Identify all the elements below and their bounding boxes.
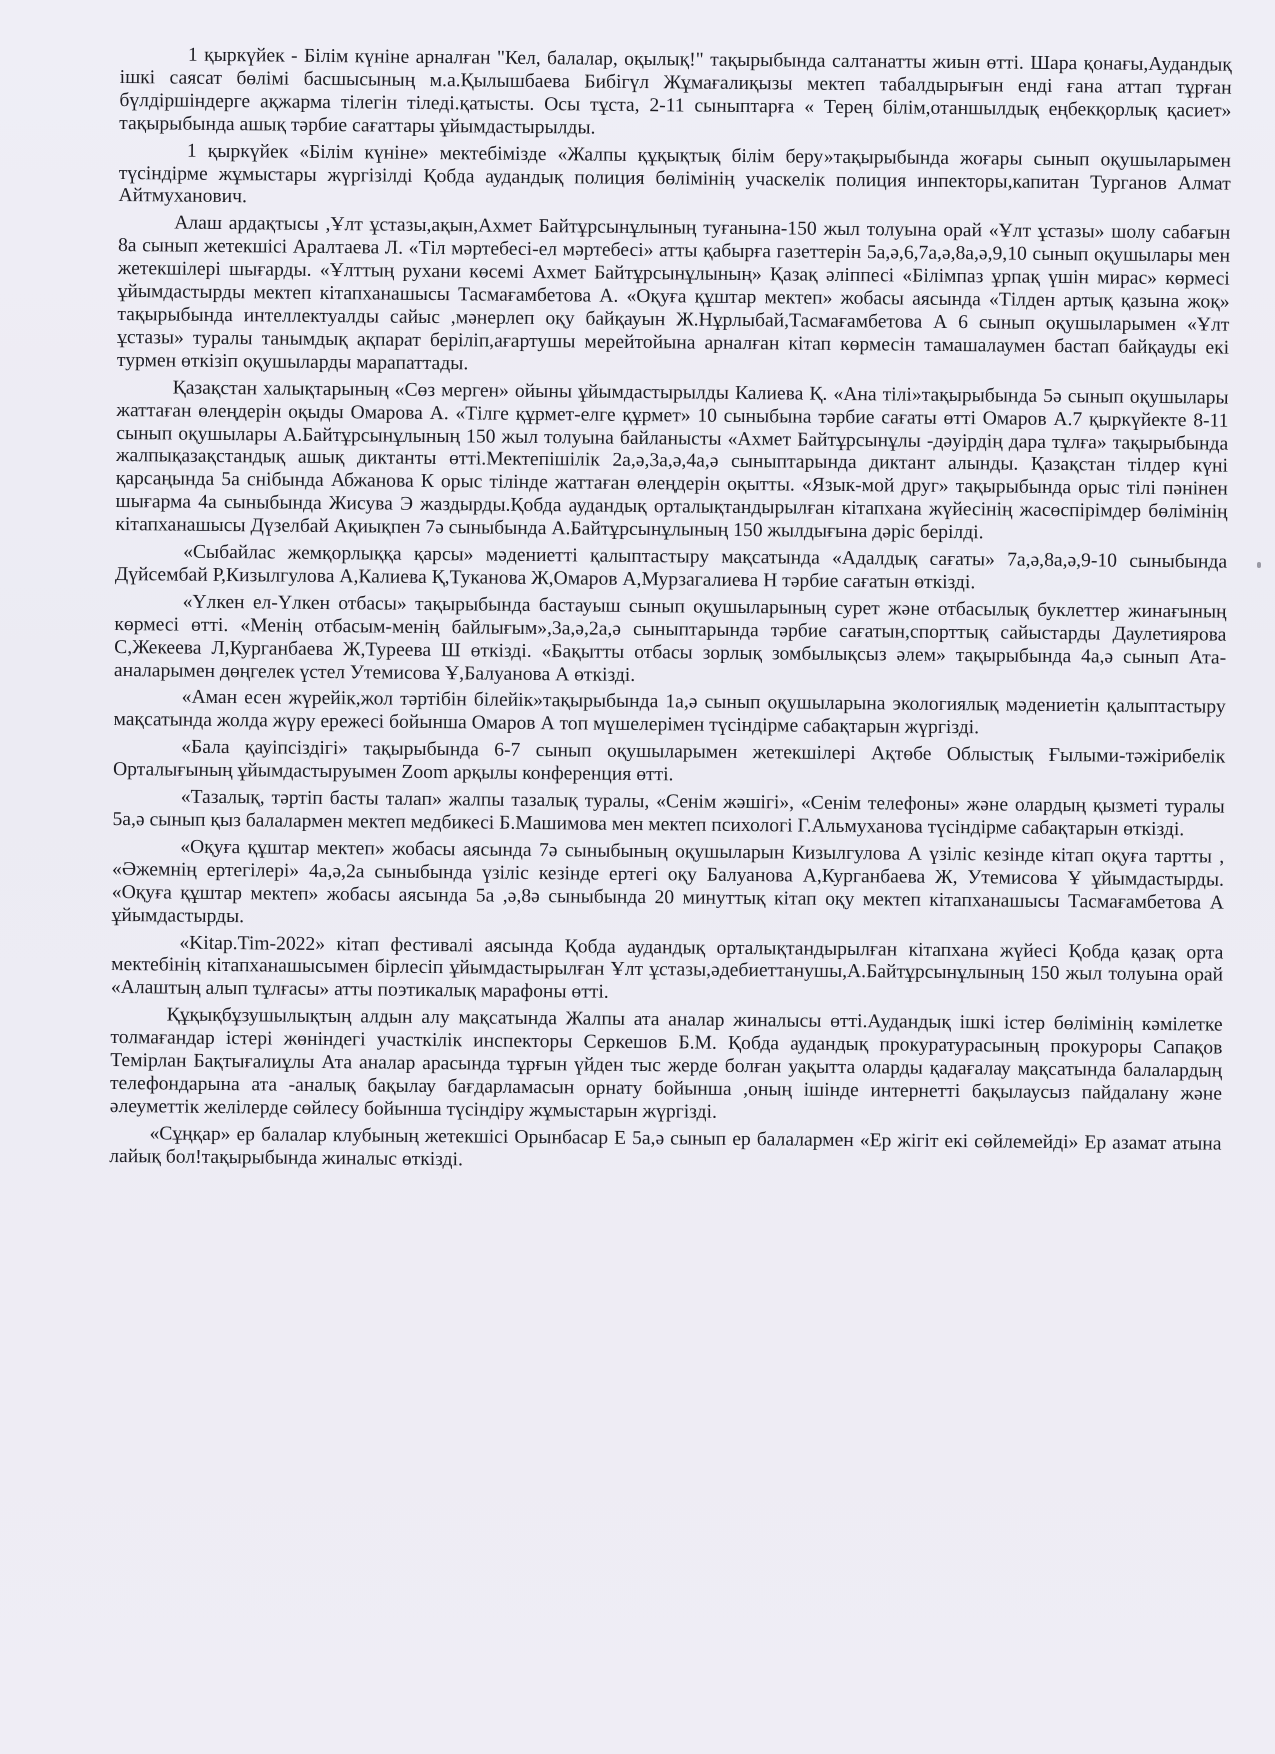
- paragraph-language-events: Қазақстан халықтарының «Сөз мерген» ойыны ұйымдастырылды Калиева Қ. «Ана тілі»тақырыбында 5ә сынып оқушылары жаттаған өлеңдерін оқыды Омарова А. «Тілге құрмет-елге құрмет» 10 сыныбына тәрбие сағаты өтті Омаров А.7 қыркүйекте 8-11 сынып оқушылары А.Байтұрсынұлының 150 жыл толуына байланысты «Ахмет Байтұрсынұлы -дәуірдің дара тұлға» тақырыбында жалпықазақстандық ашық диктанты өтті.Мектепішілік 2а,ә,3а,ә,4а,ә сыныптарында диктант алынды. Қазақстан тілдер күні қарсаңында 5а снiбында Абжанова К орыс тілінде жаттаған өлеңдерін оқытты. «Язык-мой друг» тақырыбында орыс тілі пәнінен шығарма 4а сыныбында Жисува Э жаздырды.Қобда аудандық орталықтандырылған кітапхана жүйесінің жасөспірімдер бөлімінің кітапханашысы Дүзелбай Ақиықпен 7ә сыныбында А.Байтұрсынұлының 150 жылдығына дәріс берілді.: [115, 377, 1229, 544]
- paragraph-book-festival: «Kitap.Tim-2022» кітап фестивалі аясында Қобда аудандық орталықтандырылған кітапхана жүйесі Қобда қазақ орта мектебінің кітапханашысымен бірлесіп ұйымдастырылған Ұлт ұстазы,әдебиеттанушы,А.Байтұрсынұлының 150 жыл толуына орай «Алаштың алып тұлғасы» атты поэтикалық марафоны өтті.: [110, 932, 1224, 1004]
- paragraph-child-safety-zoom: «Бала қауіпсіздігі» тақырыбында 6-7 сынып оқушыларымен жетекшілері Ақтөбе Облыстық Ғылыми-тәжірибелік Орталығының ұйымдастыруымен Zoom арқылы конференция өтті.: [112, 736, 1226, 786]
- paragraph-parents-meeting: Құқықбұзушылықтың алдын алу мақсатында Жалпы ата аналар жиналысы өтті.Аудандық ішкі істер бөлімінің кәмілетке толмағандар істері жөніндегі участкілік инспекторы Серкешов Б.М. Қобда аудандық прокуратурасының прокуроры Сапақов Темірлан Бақтығалиұлы Ата аналар арасында тұрғын үйден тыс жерде болған уақытта оларды қадағалау мақсатында балалардың телефондарына ата -аналық бақылау бағдарламасын орнату бойынша ,оның ішінде интернетті бақылаусыз пайдалану және әлеуметтік желілерде сөйлесу бойынша түсіндіру жұмыстарын жүргізді.: [109, 1004, 1223, 1123]
- scan-speck: [1257, 562, 1261, 568]
- paragraph-sunkar-club: «Сұңқар» ер балалар клубының жетекшісі Орынбасар Е 5а,ә сынып ер балалармен «Ер жігіт екі сөйлемейді» Ер азамат атына лайық бол!тақырыбында жиналыс өткізді.: [109, 1123, 1222, 1171]
- paragraph-reading-project: «Оқуға құштар мектеп» жобасы аясында 7ә сыныбының оқушыларын Кизылгулова А үзіліс кезінде кітап оқуға тартты , «Әжемнің ертегілері» 4а,ә,2а сыныбында үзіліс кезінде ертегі оқу Балуанова А,Курганбаева Ж, Утемисова Ұ ұйымдастырды. «Оқуға құштар мектеп» жобасы аясында 5а ,ә,8ә сыныбында 20 минуттық кітап оқу мектеп кітапханашысы Тасмағамбетова А ұйымдастырды.: [111, 836, 1225, 927]
- paragraph-knowledge-day-ceremony: 1 қыркүйек - Білім күніне арналған "Кел, балалар, оқылық!" тақырыбында салтанатты жиын өтті. Шара қонағы,Аудандық ішкі саясат бөлімі басшысының м.а.Қылышбаева Бибігүл Жұмағалиқызы мектеп табалдырығын енді ғана аттап тұрған бүлдіршіндерге ақжарма тілегін тіледі.қатысты. Осы тұста, 2-11 сыныптарға « Терең білім,отаншылдық еңбекқорлық қасиет» тақырыбында ашық тәрбие сағаттары ұйымдастырылды.: [119, 44, 1232, 139]
- paragraph-anti-corruption: «Сыбайлас жемқорлыққа қарсы» мәдениетті қалыптастыру мақсатында «Адалдық сағаты» 7а,ә,8а,ә,9-10 сыныбында Дүйсембай Р,Кизылгулова А,Калиева Қ,Туканова Ж,Омаров А,Мурзагалиева Н тәрбие сағатын өткізді.: [114, 541, 1228, 594]
- paragraph-family-events: «Үлкен ел-Үлкен отбасы» тақырыбында бастауыш сынып оқушыларының сурет және отбасылық буклеттер жинағының көрмесі өтті. «Менің отбасым-менің байлығым»,3а,ә,2а,ә сыныптарында тәрбие сағатын,спорттық сайыстарды Даулетиярова С,Жекеева Л,Курганбаева Ж,Туреева Ш өткізді. «Бақытты отбасы зорлық зомбылықсыз әлем» тақырыбында 4а,ә сынып Ата-аналарымен дөңгелек үстел Утемисова Ұ,Балуанова А өткізді.: [113, 591, 1227, 686]
- document-body: [109, 44, 1232, 1183]
- paragraph-baitursynuly-anniversary: Алаш ардақтысы ,Ұлт ұстазы,ақын,Ахмет Байтұрсынұлының туғанына-150 жыл толуына орай «Ұлт ұстазы» шолу сабағын 8а сынып жетекшісі Аралтаева Л. «Тіл мәртебесі-ел мәртебесі» атты қабырға газеттерін 5а,ә,6,7а,ә,8а,ә,9,10 сынып оқушылары мен жетекшілері шығарды. «Ұлттың рухани көсемі Ахмет Байтұрсынұлының» Қазақ әліппесі «Білімпаз ұрпақ үшін мирас» көрмесі ұйымдастырды мектеп кітапханашысы Тасмағамбетова А. «Оқуға құштар мектеп» жобасы аясында «Тілден артық қазына жоқ» тақырыбында интеллектуалды сайыс ,мәнерлеп оқу байқауын Ж.Нұрлыбай,Тасмағамбетова А 6 сынып оқушыларымен «Ұлт ұстазы» туралы танымдық ақпарат беріліп,ағартушы мерейтойына арналған кітап көрмесін тамашалаумен бастап байқауды екі турмен өткізіп оқушыларды марапаттады.: [116, 212, 1231, 375]
- paragraph-road-safety: «Аман есен жүрейік,жол тәртібін білейік»тақырыбында 1а,ә сынып оқушыларына экологиялық мәдениетін қалыптастыру мақсатында жолда жүру ережесі бойынша Омаров А топ мүшелерімен түсіндірме сабақтарын жүргізді.: [113, 687, 1226, 739]
- paragraph-hygiene: «Тазалық, тәртіп басты талап» жалпы тазалық туралы, «Сенім жәшігі», «Сенім телефоны» және олардың қызметі туралы 5а,ә сынып қыз балалармен мектеп медбикесі Б.Машимова мен мектеп психологі Г.Альмуханова түсіндірме сабақтарын өткізді.: [112, 786, 1225, 841]
- paragraph-legal-education: 1 қыркүйек «Білім күніне» мектебімізде «Жалпы құқықтық білім беру»тақырыбында жоғары сынып оқушыларымен түсіндірме жұмыстары жүргізілді Қобда аудандық полиция бөлімінің учаскелік полиция инпекторы,капитан Турганов Алмат Айтмуханович.: [118, 140, 1232, 208]
